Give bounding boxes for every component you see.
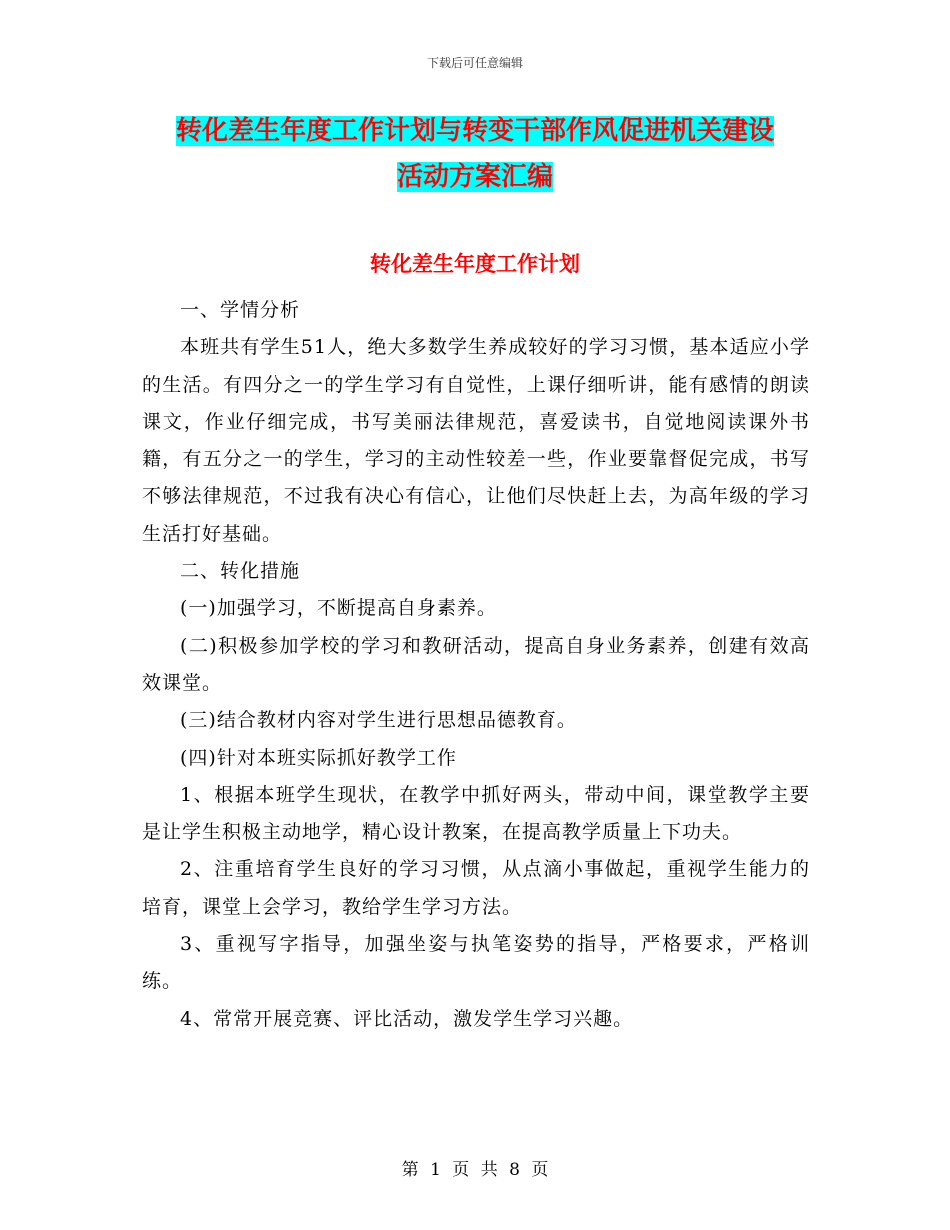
measure-3: (三)结合教材内容对学生进行思想品德教育。 (180, 709, 577, 732)
measure-4: (四)针对本班实际抓好教学工作 (180, 746, 457, 769)
measure-2: (二)积极参加学校的学习和教研活动，提高自身业务素养，创建有效高效课堂。 (142, 634, 810, 694)
document-title-line-2: 活动方案汇编 (396, 162, 553, 192)
header-note: 下载后可任意编辑 (426, 56, 523, 70)
page-number: 第 1 页 共 8 页 (401, 1160, 549, 1180)
heading-measures: 二、转化措施 (180, 560, 301, 583)
item-3: 3、重视写字指导，加强坐姿与执笔姿势的指导，严格要求，严格训练。 (142, 933, 810, 993)
measure-1: (一)加强学习，不断提高自身素养。 (180, 597, 497, 620)
paragraph-class-overview: 本班共有学生51人，绝大多数学生养成较好的学习习惯，基本适应小学的生活。有四分之一的学生学习有自觉性，上课仔细听讲，能有感情的朗读课文，作业仔细完成，书写美丽法律规范，喜爱读书，自觉地阅读课外书籍，有五分之一的学生，学习的主动性较差一些，作业要靠督促完成，书写不够法律规范，不过我有决心有信心，让他们尽快赶上去，为高年级的学习生活打好基础。 (142, 336, 810, 545)
heading-situation-analysis: 一、学情分析 (180, 299, 301, 321)
item-4: 4、常常开展竞赛、评比活动，激发学生学习兴趣。 (180, 1007, 634, 1030)
item-2: 2、注重培育学生良好的学习习惯，从点滴小事做起，重视学生能力的培育，课堂上会学习，教给学生学习方法。 (142, 858, 810, 918)
document-title-line-1: 转化差生年度工作计划与转变干部作风促进机关建设 (175, 116, 774, 146)
item-1: 1、根据本班学生现状，在教学中抓好两头，带动中间，课堂教学主要是让学生积极主动地学，精心设计教案，在提高教学质量上下功夫。 (142, 783, 810, 844)
document-title (140, 108, 810, 200)
section-title: 转化差生年度工作计划 (370, 252, 580, 276)
body-text (142, 292, 810, 1038)
